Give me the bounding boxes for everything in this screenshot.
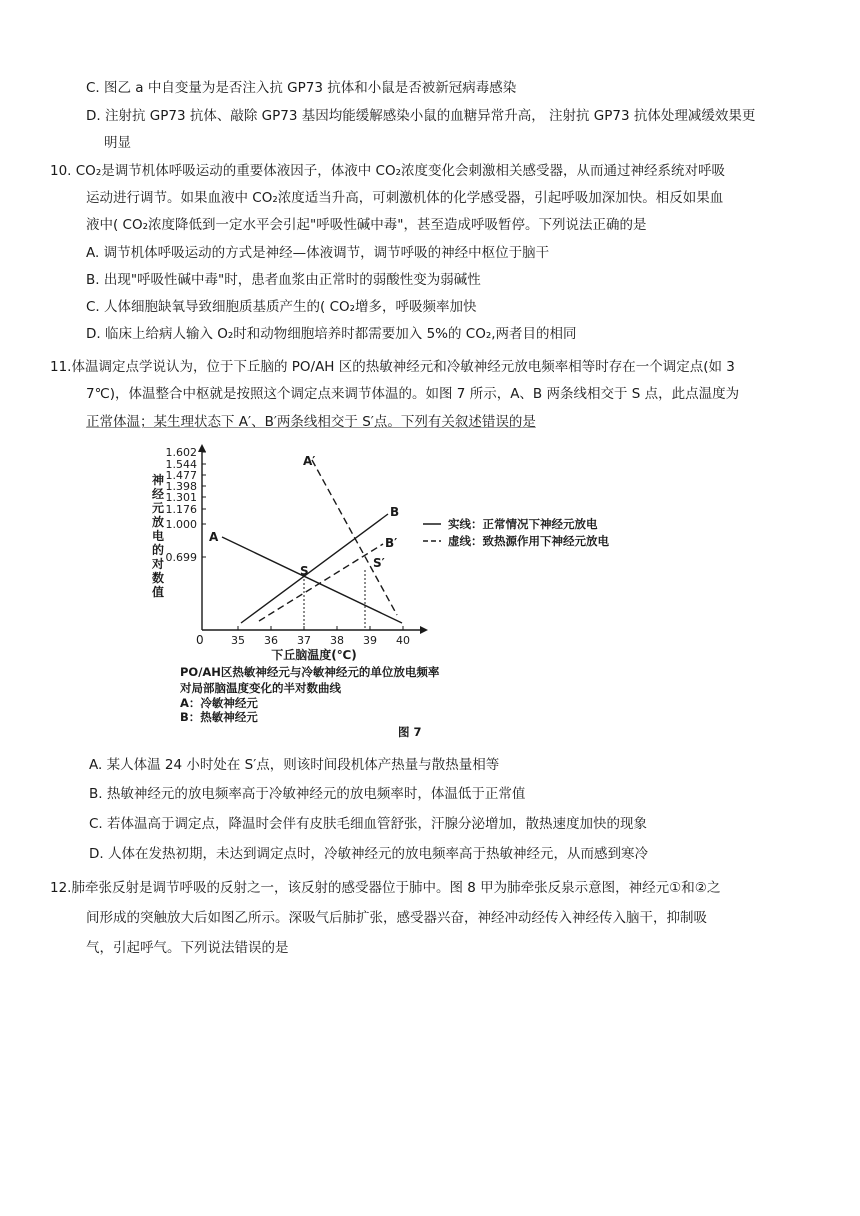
caption-line3: A：冷敏神经元 [180,696,258,710]
x-tick-label: 37 [297,634,311,647]
y-axis-label-char: 对 [152,557,165,571]
y-axis-label-char: 的 [152,543,165,557]
y-tick-label: 1.301 [165,491,197,504]
y-axis-label-char: 电 [152,529,165,543]
q10-option-d: D. 临床上给病人输入 O₂时和动物细胞培养时都需要加入 5%的 CO₂,两者目的相同 [86,326,577,342]
label-a-prime: A′ [303,454,316,468]
q12-stem-line3: 气，引起呼气。下列说法错误的是 [86,940,289,956]
caption-line2: 对局部脑温度变化的半对数曲线 [180,681,341,695]
label-b: B [390,505,400,519]
x-tick-label: 35 [231,634,245,647]
origin-label: 0 [196,633,204,647]
q11-stem-line3: 正常体温；某生理状态下 A′、B′两条线相交于 S′点。下列有关叙述错误的是 [86,414,536,430]
label-s: S [300,564,309,578]
y-tick-label: 1.000 [165,518,197,531]
x-tick-label: 36 [264,634,278,647]
q10-stem-line3: 液中( CO₂浓度降低到一定水平会引起"呼吸性碱中毒"，甚至造成呼吸暂停。下列说法正确的是 [86,217,647,233]
q9-option-d-line1: D. 注射抗 GP73 抗体、敲除 GP73 基因均能缓解感染小鼠的血糖异常升高， 注射抗 GP73 抗体处理减缓效果更 [86,108,756,124]
y-tick-label: 0.699 [165,551,197,564]
x-tick-label: 39 [363,634,377,647]
y-axis-arrow [198,444,206,452]
line-b-prime [259,544,383,621]
x-tick-labels [231,626,410,647]
y-axis-label-char: 经 [152,487,165,501]
y-axis-label-char: 放 [152,515,165,529]
legend-solid-text: 实线：正常情况下神经元放电 [448,517,598,531]
caption-line4: B：热敏神经元 [180,710,258,724]
q11-stem-line2: 7℃)，体温整合中枢就是按照这个调定点来调节体温的。如图 7 所示，A、B 两条线相交于 S 点，此点温度为 [86,386,740,402]
x-axis-label: 下丘脑温度(℃) [271,648,357,662]
x-tick-label: 38 [330,634,344,647]
q12-stem-line2: 间形成的突触放大后如图乙所示。深吸气后肺扩张，感受器兴奋，神经冲动经传入神经传入脑干，抑制吸 [86,910,707,926]
x-tick-label: 40 [396,634,410,647]
label-a: A [209,530,219,544]
legend-dashed-text: 虚线：致热源作用下神经元放电 [448,534,609,548]
y-axis-label [151,472,164,599]
q11-option-a: A. 某人体温 24 小时处在 S′点，则该时间段机体产热量与散热量相等 [89,757,500,773]
label-b-prime: B′ [385,536,398,550]
q11-stem-line1: 11.体温调定点学说认为，位于下丘脑的 PO/AH 区的热敏神经元和冷敏神经元放电频率相等时存在一个调定点(如 3 [50,359,735,375]
y-tick-labels [166,446,207,564]
q10-option-b: B. 出现"呼吸性碱中毒"时，患者血浆由正常时的弱酸性变为弱碱性 [86,272,481,288]
q9-option-d-line2: 明显 [104,135,131,151]
line-b-heat-sensitive [241,514,388,623]
y-axis-label-char: 数 [152,571,165,585]
y-tick-label: 1.544 [165,458,197,471]
q10-option-a: A. 调节机体呼吸运动的方式是神经—体液调节，调节呼吸的神经中枢位于脑干 [86,245,550,261]
figure-7 [140,440,660,750]
y-axis-label-char: 元 [152,501,165,515]
q10-stem-line1: 10. CO₂是调节机体呼吸运动的重要体液因子，体液中 CO₂浓度变化会刺激相关感受器，从而通过神经系统对呼吸 [50,163,725,179]
y-tick-label: 1.176 [165,503,197,516]
q12-stem-line1: 12.肺牵张反射是调节呼吸的反射之一，该反射的感受器位于肺中。图 8 甲为肺牵张反泉示意图，神经元①和②之 [50,880,721,896]
y-tick-label: 1.398 [165,480,197,493]
q11-option-b: B. 热敏神经元的放电频率高于冷敏神经元的放电频率时，体温低于正常值 [89,786,526,802]
figure-number: 图 7 [398,725,422,739]
figure-7-chart [140,440,660,750]
q9-option-c: C. 图乙 a 中自变量为是否注入抗 GP73 抗体和小鼠是否被新冠病毒感染 [86,80,517,96]
q10-stem-line2: 运动进行调节。如果血液中 CO₂浓度适当升高，可刺激机体的化学感受器，引起呼吸加深加快。相反如果血 [86,190,724,206]
label-s-prime: S′ [373,556,385,570]
y-axis-label-char: 值 [152,585,165,599]
y-axis-label-char: 神 [152,473,165,487]
q11-option-c: C. 若体温高于调定点，降温时会伴有皮肤毛细血管舒张，汗腺分泌增加，散热速度加快的现象 [89,816,648,832]
x-axis-arrow [420,626,428,634]
y-tick-label: 1.602 [165,446,197,459]
line-a-cold-sensitive [222,537,402,623]
caption-line1: PO/AH区热敏神经元与冷敏神经元的单位放电频率 [180,665,440,679]
q10-option-c: C. 人体细胞缺氧导致细胞质基质产生的( CO₂增多，呼吸频率加快 [86,299,477,315]
y-tick-label: 1.477 [165,469,197,482]
q11-option-d: D. 人体在发热初期，未达到调定点时，冷敏神经元的放电频率高于热敏神经元，从而感到寒冷 [89,846,648,862]
